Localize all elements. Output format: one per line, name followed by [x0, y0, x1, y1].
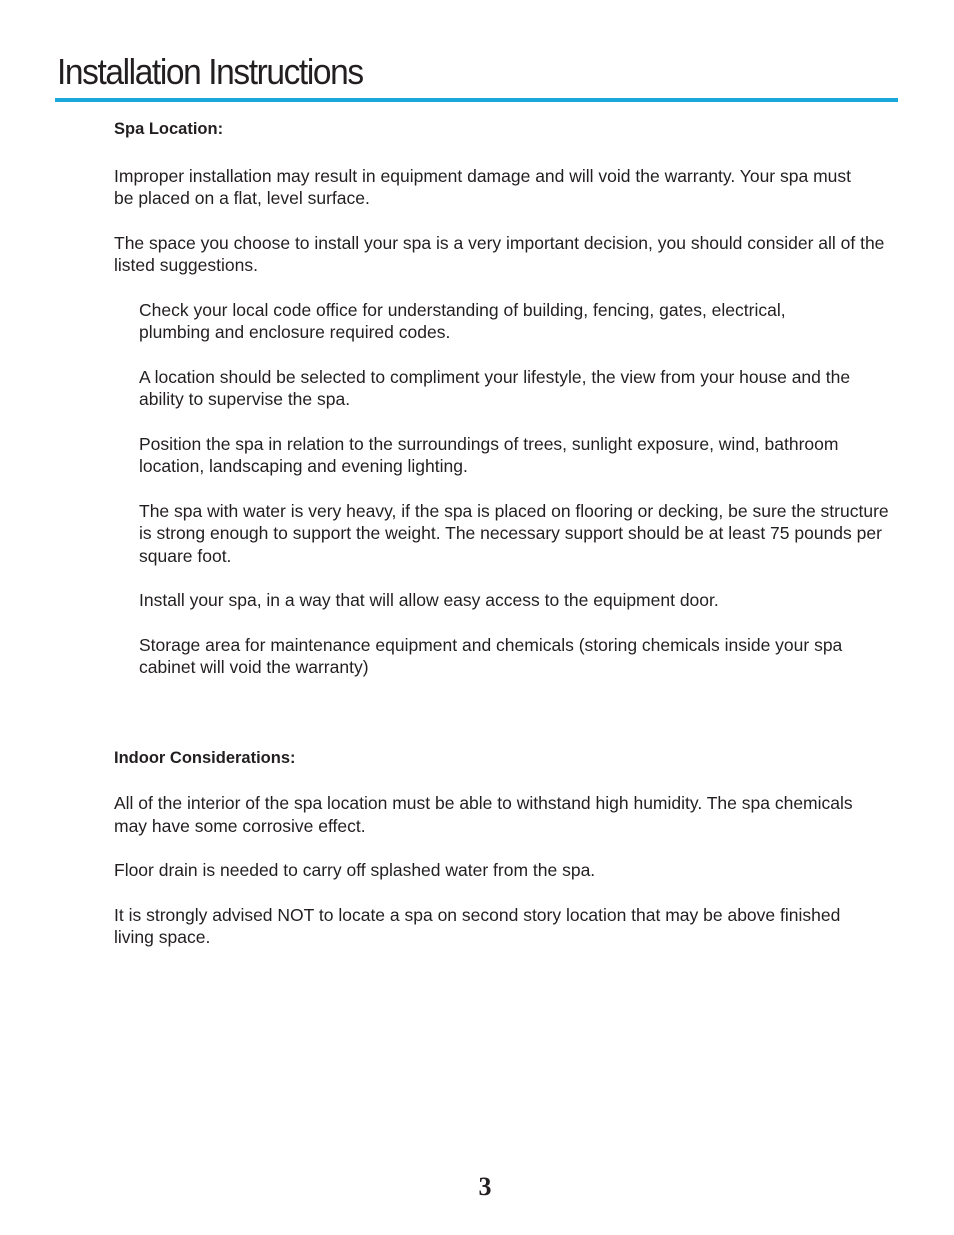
indoor-paragraph: Floor drain is needed to carry off splashed water from the spa. — [114, 860, 596, 880]
suggestion-item: Position the spa in relation to the surroundings of trees, sunlight exposure, wind, bathroom location, landscaping and evening lighting. — [139, 433, 839, 476]
main-content — [114, 118, 904, 949]
title-divider — [55, 98, 898, 102]
suggestion-item: Check your local code office for understanding of building, fencing, gates, electrical, plumbing and enclosure required codes. — [139, 299, 786, 342]
page-number: 3 — [478, 1172, 492, 1201]
spa-location-paragraph: Improper installation may result in equipment damage and will void the warranty. Your spa must be placed on a flat, level surface. — [114, 165, 851, 208]
suggestion-item: Storage area for maintenance equipment and chemicals (storing chemicals inside your spa cabinet will void the warranty) — [139, 634, 843, 677]
indoor-paragraph: All of the interior of the spa location must be able to withstand high humidity. The spa chemicals may have some corrosive effect. — [114, 793, 853, 836]
section-heading-indoor: Indoor Considerations: — [114, 748, 296, 767]
suggestion-item: A location should be selected to compliment your lifestyle, the view from your house and the ability to supervise the spa. — [139, 366, 851, 409]
spa-location-paragraph: The space you choose to install your spa is a very important decision, you should consider all of the listed suggestions. — [114, 232, 885, 275]
indoor-paragraph: It is strongly advised NOT to locate a spa on second story location that may be above finished living space. — [114, 904, 841, 947]
page-title: Installation Instructions — [57, 51, 363, 92]
section-heading-spa-location: Spa Location: — [114, 120, 224, 138]
suggestion-item: Install your spa, in a way that will allow easy access to the equipment door. — [139, 590, 719, 610]
suggestion-item: The spa with water is very heavy, if the spa is placed on flooring or decking, be sure the structure is strong enough to support the weight. The necessary support should be at least 75 pounds per square foot. — [139, 500, 889, 566]
